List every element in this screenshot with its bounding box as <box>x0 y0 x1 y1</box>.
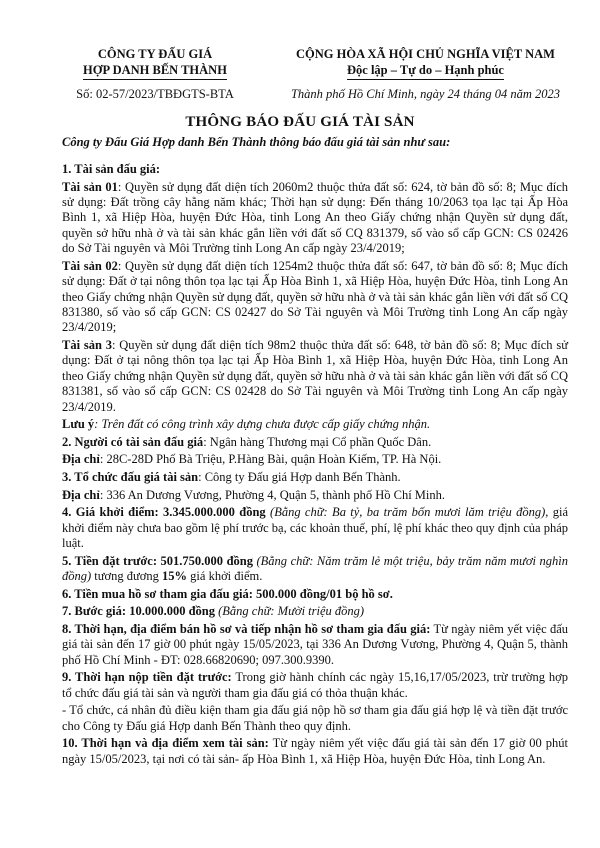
section-2: 2. Người có tài sản đấu giá: Ngân hàng Thương mại Cổ phần Quốc Dân. <box>62 434 432 449</box>
asset-note: Lưu ý: Trên đất có công trình xây dựng chưa được cấp giấy chứng nhận. <box>62 417 431 432</box>
national-motto: Độc lập – Tự do – Hạnh phúc <box>347 62 504 80</box>
section-6: 6. Tiền mua hồ sơ tham gia đấu giá: 500.000 đồng/01 bộ hồ sơ. <box>62 586 393 601</box>
section-5: 5. Tiền đặt trước: 501.750.000 đồng (Bằng chữ: Năm trăm lẻ một triệu, bảy trăm năm mươi nghìn đồng) tương đương 15% giá khởi điểm. <box>62 553 568 584</box>
place-date: Thành phố Hồ Chí Minh, ngày 24 tháng 04 năm 2023 <box>290 87 561 101</box>
national-header <box>268 46 583 102</box>
section-3: 3. Tổ chức đấu giá tài sản: Công ty Đấu giá Hợp danh Bến Thành. <box>62 470 401 485</box>
section-4: 4. Giá khởi điểm: 3.345.000.000 đồng (Bằng chữ: Ba tỷ, ba trăm bốn mươi lăm triệu đồng), giá khởi điểm này chưa bao gồm lệ phí trước bạ, các khoản thuế, phí, lệ phí khác theo quy định của pháp luật. <box>62 505 568 551</box>
document-body <box>62 162 568 769</box>
asset-2: Tài sản 02: Quyền sử dụng đất diện tích 1254m2 thuộc thửa đất số: 647, tờ bản đồ số: 8; Mục đích sử dụng: Đất ở tại nông thôn tọa lạc tại Ấp Hòa Bình 1, xã Hiệp Hòa, huyện Đức Hòa, tỉnh Long An theo Giấy chứng nhận Quyền sử dụng đất, quyền sở hữu nhà ở và tài sản khác gắn liền với đất số CQ 831380, số vào sổ cấp GCN: CS 02427 do Sở Tài nguyên và Môi Trường tỉnh Long An cấp ngày 23/4/2019; <box>62 258 568 335</box>
section-2-address: Địa chỉ: 28C-28D Phố Bà Triệu, P.Hàng Bài, quận Hoàn Kiếm, TP. Hà Nội. <box>62 452 442 467</box>
document-number: Số: 02-57/2023/TBĐGTS-BTA <box>76 87 234 101</box>
nation-name: CỘNG HÒA XÃ HỘI CHỦ NGHĨA VIỆT NAM <box>296 47 555 61</box>
section-3-address: Địa chỉ: 336 An Dương Vương, Phường 4, Quận 5, thành phố Hồ Chí Minh. <box>62 487 446 502</box>
asset-1: Tài sản 01: Quyền sử dụng đất diện tích 2060m2 thuộc thửa đất số: 624, tờ bản đồ số: 8; Mục đích sử dụng: Đất trồng cây hằng năm khác; Thời hạn sử dụng: Đến tháng 10/2063 tọa lạc tại Ấp Hòa Bình 1, xã Hiệp Hòa, huyện Đức Hòa, tỉnh Long An theo Giấy chứng nhận Quyền sử dụng đất, quyền sở hữu nhà ở và tài sản khác gắn liền với đất số CQ 831379, số vào sổ cấp GCN: CS 02426 do Sở Tài nguyên và Môi Trường tỉnh Long An cấp ngày 23/4/2019; <box>62 179 568 256</box>
asset-3: Tài sản 3: Quyền sử dụng đất diện tích 98m2 thuộc thửa đất số: 648, tờ bản đồ số: 8; Mục đích sử dụng: Đất ở tại nông thôn tọa lạc tại Ấp Hòa Bình 1, xã Hiệp Hòa, huyện Đức Hòa, tỉnh Long An theo Giấy chứng nhận Quyền sử dụng đất, quyền sở hữu nhà ở và tài sản khác gắn liền với đất số CQ 831381, số vào sổ cấp GCN: CS 02428 do Sở Tài nguyên và Môi Trường tỉnh Long An cấp ngày 23/4/2019. <box>62 338 568 414</box>
section-8: 8. Thời hạn, địa điểm bán hồ sơ và tiếp nhận hồ sơ tham gia đấu giá: Từ ngày niêm yết việc đấu giá tài sản đến 17 giờ 00 phút ngày 15/05/2023, tại 336 An Dương Vương, Phường 4, Quận 5, thành phố Hồ Chí Minh - ĐT: 028.66820690; 097.300.9390. <box>62 621 568 667</box>
document-title: THÔNG BÁO ĐẤU GIÁ TÀI SẢN <box>185 114 415 130</box>
company-name-line1: CÔNG TY ĐẤU GIÁ <box>97 47 213 61</box>
section-7: 7. Bước giá: 10.000.000 đồng (Bằng chữ: Mười triệu đồng) <box>62 604 365 619</box>
section-9-detail: - Tổ chức, cá nhân đủ điều kiện tham gia đấu giá nộp hồ sơ tham gia đấu giá hợp lệ và tiền đặt trước cho Công ty Đấu giá Hợp danh Bến Thành theo quy định. <box>62 703 568 733</box>
intro-line: Công ty Đấu Giá Hợp danh Bến Thành thông báo đấu giá tài sản như sau: <box>62 135 451 149</box>
section-1-heading: 1. Tài sản đấu giá: <box>62 162 161 176</box>
company-name-line2: HỢP DANH BẾN THÀNH <box>83 62 227 80</box>
section-10: 10. Thời hạn và địa điểm xem tài sản: Từ ngày niêm yết việc đấu giá tài sản đến 17 giờ 00 phút ngày 15/05/2023, tại nơi có tài sản- ấp Hòa Bình 1, xã Hiệp Hòa, huyện Đức Hòa, tỉnh Long An. <box>62 736 568 766</box>
section-9: 9. Thời hạn nộp tiền đặt trước: Trong giờ hành chính các ngày 15,16,17/05/2023, trừ trường hợp tổ chức đấu giá tài sản và người tham gia đấu giá có thỏa thuận khác. <box>62 670 569 700</box>
issuer-header <box>60 46 250 102</box>
